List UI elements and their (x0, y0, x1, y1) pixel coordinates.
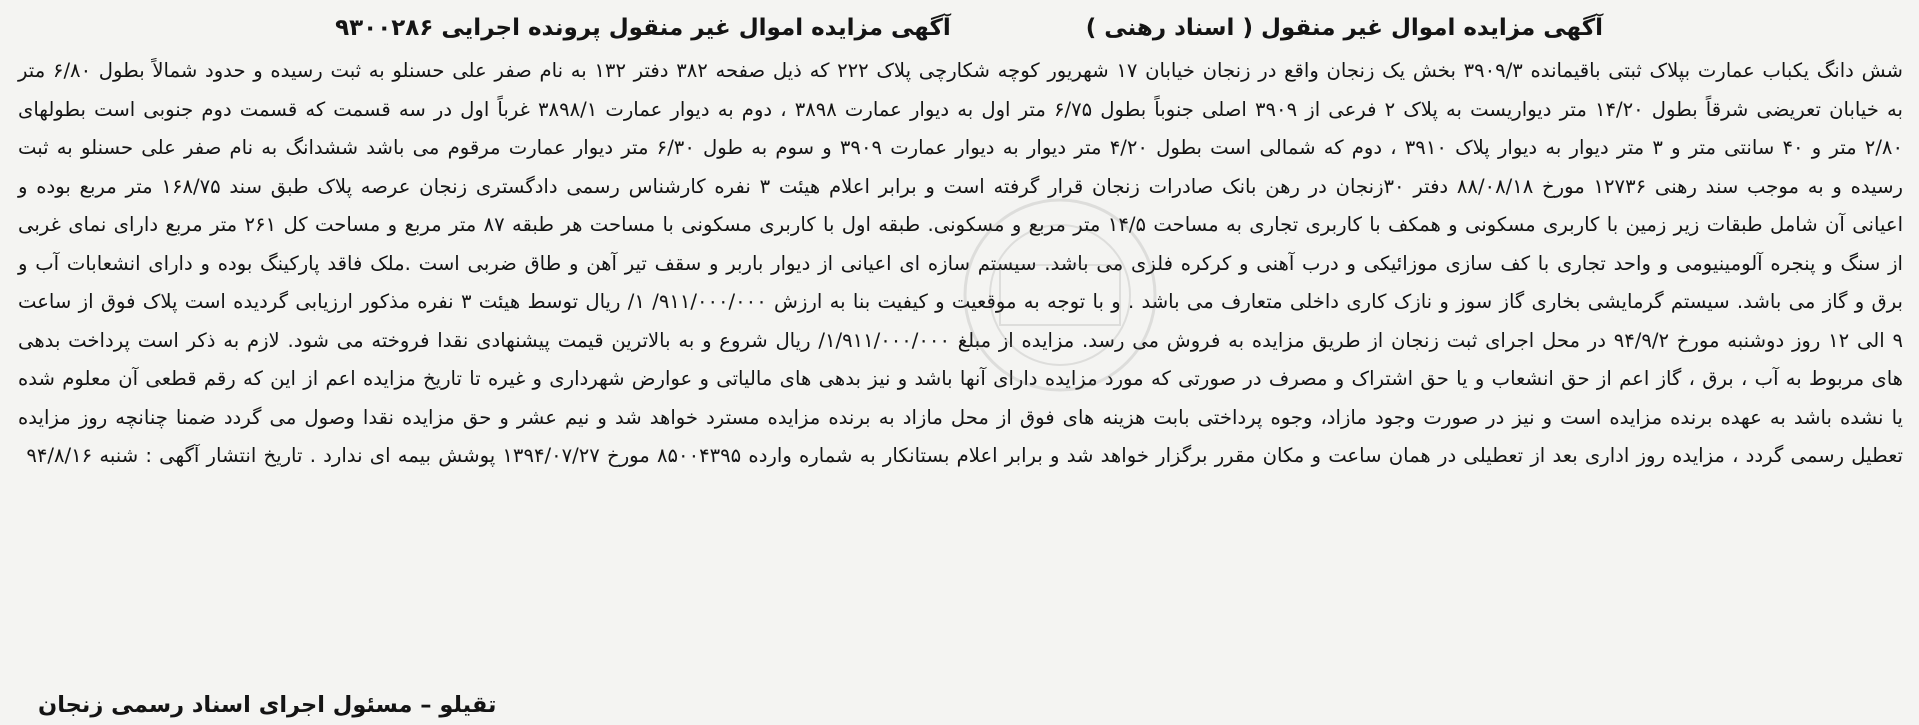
notice-title-left: آگهی مزایده اموال غیر منقول پرونده اجرایی ۹۳۰۰۲۸۶ (335, 15, 951, 41)
notice-header (18, 8, 1903, 48)
notice-signature: تقیلو – مسئول اجرای اسناد رسمی زنجان (38, 692, 497, 718)
notice-body: شش دانگ یکباب عمارت بپلاک ثبتی باقیمانده ۳۹۰۹/۳ بخش یک زنجان واقع در زنجان خیابان ۱۷ شهریور کوچه شکارچی پلاک ۲۲۲ که ذیل صفحه ۳۸۲ دفتر ۱۳۲ به نام صفر علی حسنلو به ثبت رسیده و حدود شمالاً بطول ۶/۸۰ متر به خیابان تعریضی شرقاً بطول ۱۴/۲۰ متر دیواریست به پلاک ۲ فرعی از ۳۹۰۹ اصلی جنوباً بطول ۶/۷۵ متر اول به دیوار عمارت ۳۸۹۸ ، دوم به دیوار عمارت ۳۸۹۸/۱ غرباً اول در سه قسمت که قسمت دوم جنوبی است بطولهای ۲/۸۰ متر و ۴۰ سانتی متر و ۳ متر دیوار به دیوار پلاک ۳۹۱۰ ، دوم که شمالی است بطول ۴/۲۰ متر دیوار به دیوار عمارت ۳۹۰۹ و سوم به طول ۶/۳۰ متر دیوار عمارت مرقوم می باشد ششدانگ به نام صفر علی حسنلو به ثبت رسیده و به موجب سند رهنی ۱۲۷۳۶ مورخ ۸۸/۰۸/۱۸ دفتر ۳۰زنجان در رهن بانک صادرات زنجان قرار گرفته است و برابر اعلام هیئت ۳ نفره کارشناس رسمی دادگستری زنجان عرصه پلاک طبق سند ۱۶۸/۷۵ متر مربع بوده و اعیانی آن شامل طبقات زیر زمین با کاربری مسکونی و همکف با کاربری تجاری به مساحت ۱۴/۵ متر مربع و مسکونی. طبقه اول با کاربری مسکونی با مساحت هر طبقه ۸۷ متر مربع و مساحت کل ۲۶۱ متر مربع دارای نمای غربی از سنگ و پنجره آلومینیومی و واحد تجاری با کف سازی موزائیکی و درب آهنی و کرکره فلزی می باشد. سیستم سازه ای اعیانی از دیوار باربر و سقف تیر آهن و طاق ضربی است .ملک فاقد پارکینگ بوده و دارای انشعابات آب و برق و گاز می باشد. سیستم گرمایشی بخاری گاز سوز و نازک کاری داخلی متعارف می باشد . و با توجه به موقعیت و کیفیت بنا به ارزش ۹۱۱/۰۰۰/۰۰۰/ ۱/ ریال توسط هیئت ۳ نفره مذکور ارزیابی گردیده است پلاک فوق از ساعت ۹ الی ۱۲ روز دوشنبه مورخ ۹۴/۹/۲ در محل اجرای ثبت زنجان از طریق مزایده به فروش می رسد. مزایده از مبلغ ۱/۹۱۱/۰۰۰/۰۰۰/ ریال شروع و به بالاترین قیمت پیشنهادی نقدا فروخته می شود. لازم به ذکر است پرداخت بدهی های مربوط به آب ، برق ، گاز اعم از حق انشعاب و یا حق اشتراک و مصرف در صورتی که مورد مزایده دارای آنها باشد و نیز بدهی های مالیاتی و عوارض شهرداری و غیره تا تاریخ مزایده اعم از این که رقم قطعی آن معلوم شده یا نشده باشد به عهده برنده مزایده است و نیز در صورت وجود مازاد، وجوه پرداختی بابت هزینه های فوق از محل مازاد به برنده مزایده مسترد خواهد شد و نیم عشر و حق مزایده نقدا وصول می گردد ضمنا چنانچه روز مزایده تعطیل رسمی گردد ، مزایده روز اداری بعد از تعطیلی در همان ساعت و مکان مقرر برگزار خواهد شد و برابر اعلام بستانکار به شماره وارده ۸۵۰۰۴۳۹۵ مورخ ۱۳۹۴/۰۷/۲۷ پوشش بیمه ای ندارد . تاریخ انتشار آگهی : شنبه ۹۴/۸/۱۶ (18, 59, 1904, 467)
notice-title-right: آگهی مزایده اموال غیر منقول ( اسناد رهنی ) (1085, 15, 1603, 41)
